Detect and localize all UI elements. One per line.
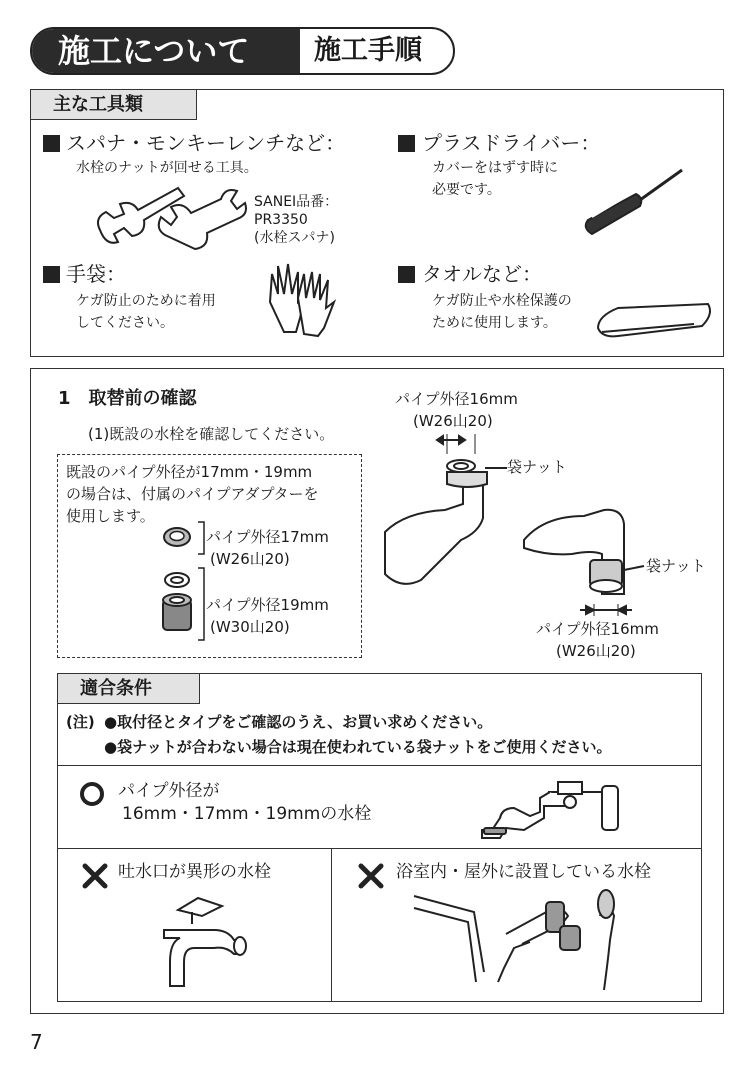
adapter-note-3: 使用します。 [66,507,155,525]
page-subtitle: 施工手順 [314,35,422,66]
towel-desc-2: ために使用します。 [432,315,557,331]
fig1-nut-label: 袋ナット [507,458,567,476]
divider-line [331,848,332,1002]
fig1-pipe-thread: (W26山20) [413,412,493,430]
fig2-nut-label: 袋ナット [646,557,706,575]
divider-line [57,848,702,849]
screwdriver-icon [580,165,690,240]
step1-subheading: (1)既設の水栓を確認してください。 [88,425,335,443]
towel-desc-1: ケガ防止や水栓保護の [432,293,572,309]
conditions-header: 適合条件 [58,674,200,704]
conditions-note-1: ●取付径とタイプをご確認のうえ、お買い求めください。 [104,713,493,731]
gloves-desc-2: してください。 [76,315,174,331]
circle-ok-icon [80,782,104,806]
cross-ng-icon [82,863,108,889]
bullet-square-icon [43,266,60,283]
faucet-pipe-down-illustration [520,500,650,620]
adapter-note-2: の場合は、付属のパイプアダプターを [66,485,319,503]
gloves-desc-1: ケガ防止のために着用 [76,293,216,309]
title-banner [30,27,455,75]
cross-ng-icon [358,863,384,889]
divider-line [57,765,702,766]
bullet-square-icon [398,266,415,283]
adapter17-thread: (W26山20) [210,550,290,568]
wrench-icon [90,180,250,250]
adapter-note-1: 既設のパイプ外径が17mm・19mm [66,463,313,481]
screwdriver-heading: プラスドライバー： [422,131,601,155]
step1-heading: 1 取替前の確認 [58,388,197,409]
fig2-pipe-thread: (W26山20) [556,642,636,660]
ok-condition-2: 16mm・17mm・19mmの水栓 [122,804,372,824]
wrench-part-label: SANEI品番： [254,194,339,210]
irregular-spout-faucet-illustration [158,894,248,994]
conditions-note-2: ●袋ナットが合わない場合は現在使われている袋ナットをご使用ください。 [104,738,612,756]
towel-icon [594,300,712,340]
conditions-note-prefix: (注) [66,713,95,731]
gloves-heading: 手袋： [66,262,126,286]
adapter-nut-icon [158,570,196,640]
gloves-icon [262,262,337,342]
bullet-square-icon [398,135,415,152]
wrench-desc: 水栓のナットが回せる工具。 [76,160,258,176]
page-title: 施工について [32,29,300,73]
screwdriver-desc-1: カバーをはずす時に [432,160,558,176]
wrench-heading: スパナ・モンキーレンチなど： [66,131,346,155]
wrench-part-name: (水栓スパナ) [254,230,335,246]
adapter17-size: パイプ外径17mm [206,528,329,546]
adapter19-thread: (W30山20) [210,618,290,636]
bullet-square-icon [43,135,60,152]
fig1-pipe-size: パイプ外径16mm [395,390,518,408]
adapter-ring-icon [162,526,192,548]
wall-faucet-illustration [478,772,628,837]
ng-condition-2: 浴室内・屋外に設置している水栓 [396,862,651,882]
bathroom-faucet-illustration [410,886,650,994]
page-number: 7 [30,1030,43,1054]
ok-condition-1: パイプ外径が [118,781,220,801]
towel-heading: タオルなど： [422,262,542,286]
tools-header: 主な工具類 [31,90,197,120]
screwdriver-desc-2: 必要です。 [432,182,501,198]
fig2-pipe-size: パイプ外径16mm [536,620,659,638]
ng-condition-1: 吐水口が異形の水栓 [118,862,271,882]
adapter19-size: パイプ外径19mm [206,596,329,614]
faucet-pipe-up-illustration [385,432,515,592]
wrench-part-number: PR3350 [254,212,308,228]
